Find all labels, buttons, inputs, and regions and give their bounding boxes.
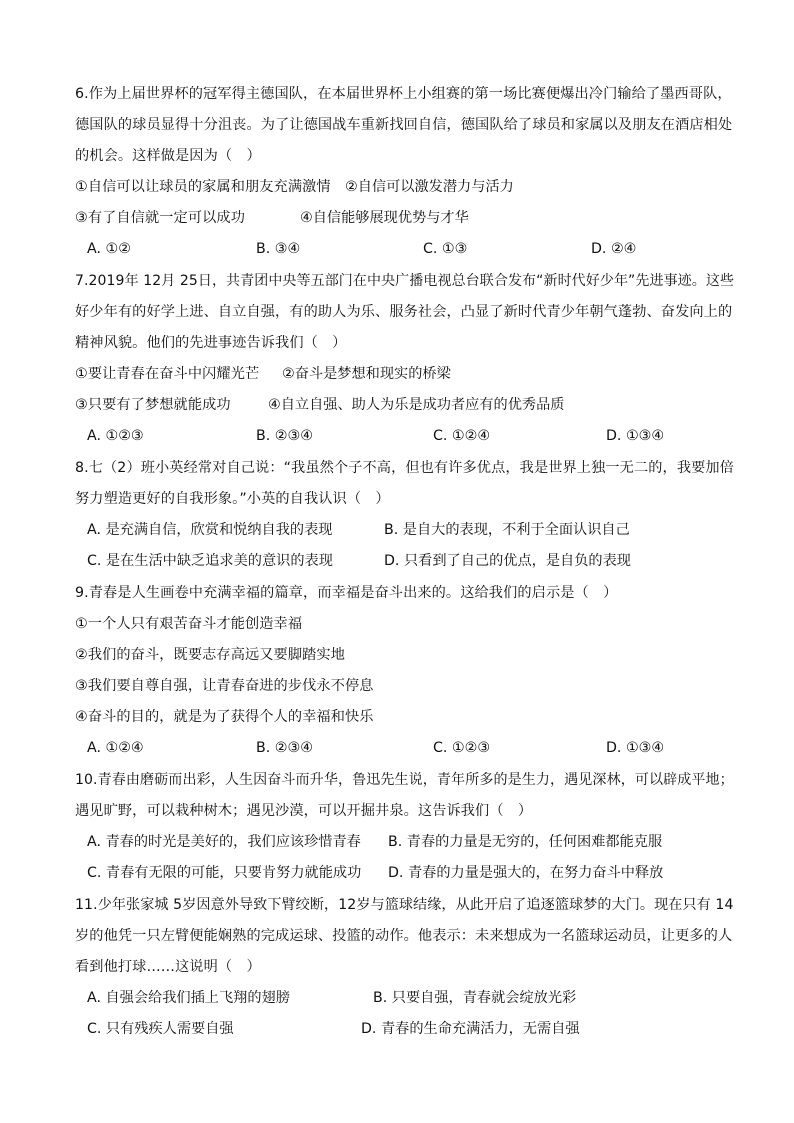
option-b[interactable]: B. 只要自强，青春就会绽放光彩 bbox=[373, 990, 577, 1006]
option-c[interactable]: C. 青春有无限的可能，只要肯努力就能成功 bbox=[87, 865, 362, 881]
option-c[interactable]: C. 只有残疾人需要自强 bbox=[87, 1021, 234, 1037]
question-stem-line: 7.2019年 12月 25日，共青团中央等五部门在中央广播电视总台联合发布“新时代好少年”先进事迹。这些 bbox=[75, 273, 735, 289]
question-stem-line: 的机会。这样做是因为（ ） bbox=[75, 148, 261, 164]
question-stem-line: 遇见旷野，可以栽种树木；遇见沙漠，可以开掘井泉。这告诉我们（ ） bbox=[75, 803, 533, 819]
statement-4: ④奋斗的目的，就是为了获得个人的幸福和快乐 bbox=[75, 709, 374, 725]
option-c[interactable]: C. 是在生活中缺乏追求美的意识的表现 bbox=[87, 553, 333, 569]
option-d[interactable]: D. 只看到了自己的优点，是自负的表现 bbox=[384, 553, 631, 569]
option-a[interactable]: A. ①②④ bbox=[87, 740, 144, 756]
option-d[interactable]: D. 青春的力量是强大的，在努力奋斗中释放 bbox=[388, 865, 664, 881]
question-stem-line: 德国队的球员显得十分沮丧。为了让德国战车重新找回自信，德国队给了球员和家属以及朋友在酒店相处 bbox=[75, 117, 733, 133]
option-b[interactable]: B. 是自大的表现，不利于全面认识自己 bbox=[384, 522, 630, 538]
question-stem-line: 岁的他凭一只左臂便能娴熟的完成运球、投篮的动作。他表示：未来想成为一名篮球运动员，让更多的人 bbox=[75, 928, 733, 944]
statement-3: ③只要有了梦想就能成功 bbox=[75, 397, 231, 413]
statement-2: ②我们的奋斗，既要志存高远又要脚踏实地 bbox=[75, 647, 345, 663]
option-a[interactable]: A. 是充满自信，欣赏和悦纳自我的表现 bbox=[87, 522, 333, 538]
question-stem-line: 10.青春由磨砺而出彩，人生因奋斗而升华，鲁迅先生说，青年所多的是生力，遇见深林，可以辟成平地； bbox=[75, 772, 734, 788]
option-d[interactable]: D. 青春的生命充满活力，无需自强 bbox=[361, 1021, 580, 1037]
question-stem-line: 精神风貌。他们的先进事迹告诉我们（ ） bbox=[75, 335, 347, 351]
option-c[interactable]: C. ①③ bbox=[423, 241, 468, 257]
option-b[interactable]: B. ②③④ bbox=[256, 740, 313, 756]
statement-4: ④自信能够展现优势与才华 bbox=[300, 210, 469, 226]
statement-4: ④自立自强、助人为乐是成功者应有的优秀品质 bbox=[268, 397, 565, 413]
question-stem-line: 6.作为上届世界杯的冠军得主德国队，在本届世界杯上小组赛的第一场比赛便爆出冷门输给了墨西哥队， bbox=[75, 86, 732, 102]
option-a[interactable]: A. ①②③ bbox=[87, 428, 144, 444]
option-a[interactable]: A. 自强会给我们插上飞翔的翅膀 bbox=[87, 990, 290, 1006]
question-stem-line: 看到他打球……这说明（ ） bbox=[75, 959, 261, 975]
option-a[interactable]: A. 青春的时光是美好的，我们应该珍惜青春 bbox=[87, 834, 361, 850]
option-c[interactable]: C. ①②④ bbox=[433, 428, 491, 444]
statement-3: ③有了自信就一定可以成功 bbox=[75, 210, 245, 226]
option-b[interactable]: B. ③④ bbox=[256, 241, 301, 257]
statement-1: ①要让青春在奋斗中闪耀光芒 bbox=[75, 366, 260, 382]
option-d[interactable]: D. ①③④ bbox=[606, 740, 665, 756]
statement-1: ①自信可以让球员的家属和朋友充满激情 bbox=[75, 179, 331, 195]
option-a[interactable]: A. ①② bbox=[87, 241, 131, 257]
question-stem-line: 好少年有的好学上进、自立自强，有的助人为乐、服务社会，凸显了新时代青少年朝气蓬勃、奋发向上的 bbox=[75, 304, 733, 320]
question-stem-line: 8.七（2）班小英经常对自己说：“我虽然个子不高，但也有许多优点，我是世界上独一无二的，我要加倍 bbox=[75, 460, 734, 476]
option-c[interactable]: C. ①②③ bbox=[433, 740, 491, 756]
question-stem-line: 努力塑造更好的自我形象。”小英的自我认识（ ） bbox=[75, 491, 390, 507]
question-stem-line: 11.少年张家城 5岁因意外导致下臂绞断，12岁与篮球结缘，从此开启了追逐篮球梦的大门。现在只有 14 bbox=[75, 897, 734, 913]
option-b[interactable]: B. ②③④ bbox=[256, 428, 313, 444]
option-d[interactable]: D. ①③④ bbox=[606, 428, 665, 444]
option-b[interactable]: B. 青春的力量是无穷的，任何困难都能克服 bbox=[388, 834, 663, 850]
option-d[interactable]: D. ②④ bbox=[591, 241, 637, 257]
statement-3: ③我们要自尊自强，让青春奋进的步伐永不停息 bbox=[75, 678, 374, 694]
statement-2: ②奋斗是梦想和现实的桥梁 bbox=[282, 366, 451, 382]
statement-1: ①一个人只有艰苦奋斗才能创造幸福 bbox=[75, 616, 303, 632]
question-stem-line: 9.青春是人生画卷中充满幸福的篇章，而幸福是奋斗出来的。这给我们的启示是（ ） bbox=[75, 585, 618, 601]
statement-2: ②自信可以激发潜力与活力 bbox=[345, 179, 514, 195]
